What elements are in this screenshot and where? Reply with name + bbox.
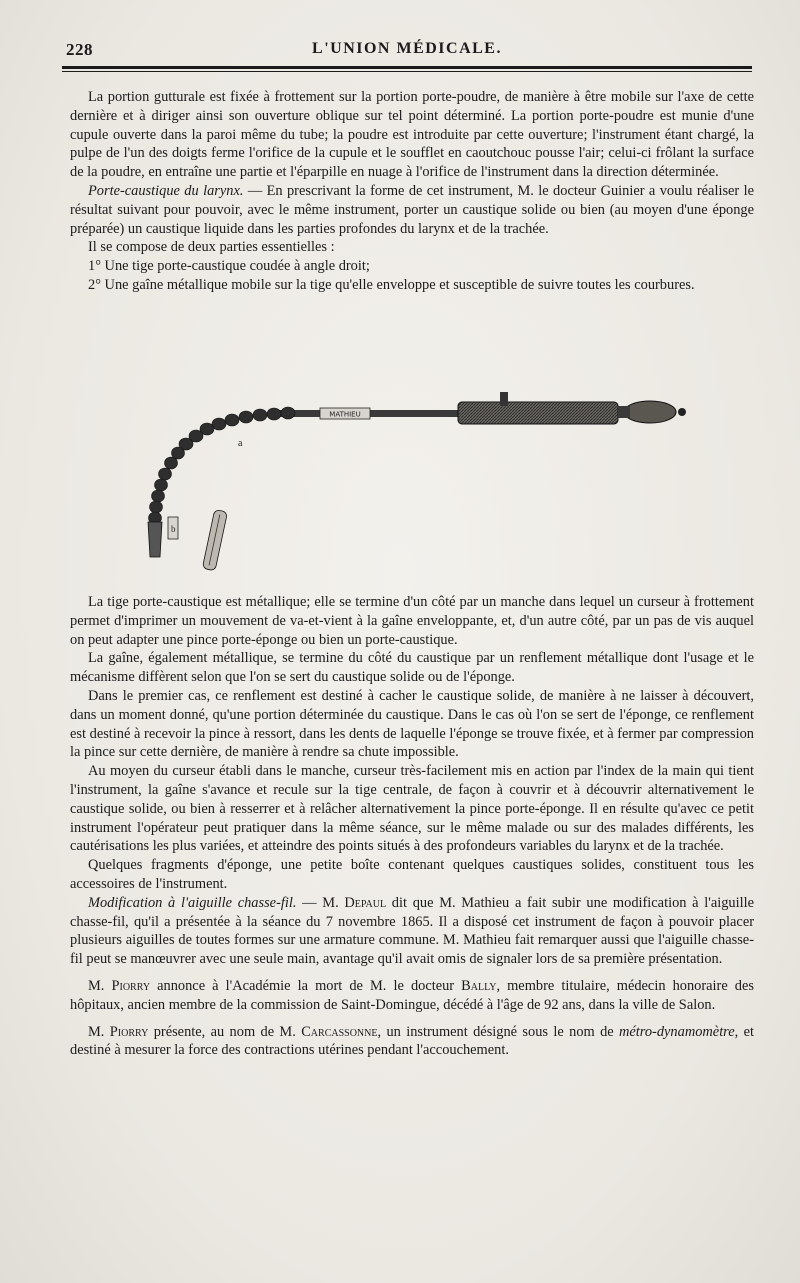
person-name: Piorry [109,1023,149,1040]
text-run: — M. [296,894,345,911]
paragraph: Dans le premier cas, ce renflement est destiné à cacher le caustique solide, de manière à ne laisser à découvert, dans un moment donné, qu'une portion déterminée du caustique. Dans le cas où l'on se sert de l'éponge, ce renflement est destiné à recevoir la pince à ressort, dans les dents de laquelle l'éponge se trouve fixée, et à fermer par compression la pince sur cette dernière, de manière à rendre sa chute impossible. [70,687,754,761]
instrument-handle [458,402,618,424]
page-header [62,40,752,68]
text-run: M. [88,977,112,994]
central-rod [278,410,478,417]
text-run: présente, au nom de M. [148,1023,302,1040]
section-lead: Modification à l'aiguille chasse-fil. [88,894,297,911]
paragraph-body: — En prescrivant la forme de cet instrument, M. le docteur Guinier a voulu réaliser le résultat suivant pour pouvoir, avec le même instrument, porter un caustique solide ou bien (au moyen d'une éponge préparée) un caustique liquide dans les parties profondes du larynx et de la trachée. [70,182,754,237]
header-rule [62,66,752,69]
paragraph: Au moyen du curseur établi dans le manche, curseur très-facilement mis en action par l'index de la main qui tient l'instrument, la gaîne s'avance et recule sur la tige centrale, de façon à couvrir et à découvrir alternativement le caustique solide, ou bien à resserrer et à relâcher alternativement la pince porte-éponge. Il en résulte qu'avec ce petit instrument l'opérateur peut pratiquer dans la même séance, sur le même malade ou sur des malades différents, les cautérisations les plus variées, et atteindre des points situés à des profondeurs variables du larynx et de la trachée. [70,763,754,855]
person-name: Depaul [344,894,387,911]
person-name: Piorry [111,977,151,994]
paragraph: La gaîne, également métallique, se termine du côté du caustique par un renflement métallique dont l'usage et le mécanisme diffèrent selon que l'on se sert du caustique solide ou de l'éponge. [70,650,754,686]
text-run: , un instrument désigné sous le nom de [377,1023,620,1040]
paragraph-piorry-carcassonne [70,1023,754,1061]
flexible-sheath [149,407,296,524]
paragraph: Il se compose de deux parties essentielles : [88,239,335,256]
paragraph-piorry-bally [70,977,754,1015]
paragraph: Quelques fragments d'éponge, une petite boîte contenant quelques caustiques solides, constituent tous les accessoires de l'instrument. [70,857,754,892]
paragraph-modification [70,894,754,969]
figure-letter-a: a [238,438,243,449]
list-item: 2° Une gaîne métallique mobile sur la tige qu'elle enveloppe et susceptible de suivre toutes les courbures. [88,276,695,293]
header-rule-thin [62,71,752,72]
text-block-top [70,88,754,295]
list-item: 1° Une tige porte-caustique coudée à angle droit; [88,258,370,275]
slider-cursor [500,392,508,406]
text-block-bottom [70,593,754,1060]
instrument-name: métro-dynamomètre [619,1023,735,1040]
page-number: 228 [66,40,93,59]
knob-tip [678,408,686,416]
sponge-clip-piece [202,509,227,570]
text-run: annonce à l'Académie la mort de M. le docteur [150,977,462,994]
section-lead: Porte-caustique du larynx. [88,182,244,199]
paragraph-body: dit que M. Mathieu a fait subir une modification à l'aiguille chasse-fil, qu'il a présentée à la séance du 7 novembre 1865. Il a disposé cet instrument de façon à pouvoir placer plusieurs aiguilles de toutes formes sur une armature commune. M. Mathieu fait remarquer aussi que l'aiguille chasse-fil peut se manœuvrer avec une seule main, avantage qu'il avait omis de signaler lors de sa première présentation. [70,894,755,968]
paragraph: La tige porte-caustique est métallique; elle se termine d'un côté par un manche dans lequel un curseur à frottement permet d'imprimer un mouvement de va-et-vient à la gaîne enveloppante, et, d'un autre côté, par un pas de vis auquel on peut adapter une pince porte-éponge ou bien un porte-caustique. [70,594,754,648]
figure-letter-b: b [171,524,176,534]
paragraph-porte-caustique [70,182,754,238]
text-run: M. [88,1023,110,1040]
person-name: Carcassonne [301,1023,378,1040]
instrument-illustration [128,382,698,582]
handle-knob [624,401,676,423]
person-name: Bally [461,977,497,994]
paragraph-body: , et destiné à mesurer la force des contractions utérines pendant l'accouchement. [70,1023,754,1059]
handle-collar [618,406,630,418]
paragraph: La portion gutturale est fixée à frottement sur la portion porte-poudre, de manière à être mobile sur l'axe de cette dernière et à diriger ainsi son ouverture oblique sur tel point déterminé. La portion porte-poudre est munie d'une cupule ouverte dans la paroi même du tube; la poudre est introduite par cette ouverture; l'instrument étant chargé, la pulpe de l'un des doigts ferme l'orifice de la cupule et le soufflet en caoutchouc pousse l'air; celui-ci frôlant la surface de la poudre, en entraîne une partie et l'éparpille en nuage à l'orifice de l'instrument dans la direction déterminée. [70,89,754,181]
paragraph-body: , membre titulaire, médecin honoraire des hôpitaux, ancien membre de la commission de Saint-Domingue, décédé à l'âge de 92 ans, dans la ville de Salon. [70,977,754,1013]
journal-title: L'UNION MÉDICALE. [312,40,502,57]
sheath-tip [148,522,162,557]
maker-stamp: MATHIEU [329,410,361,419]
